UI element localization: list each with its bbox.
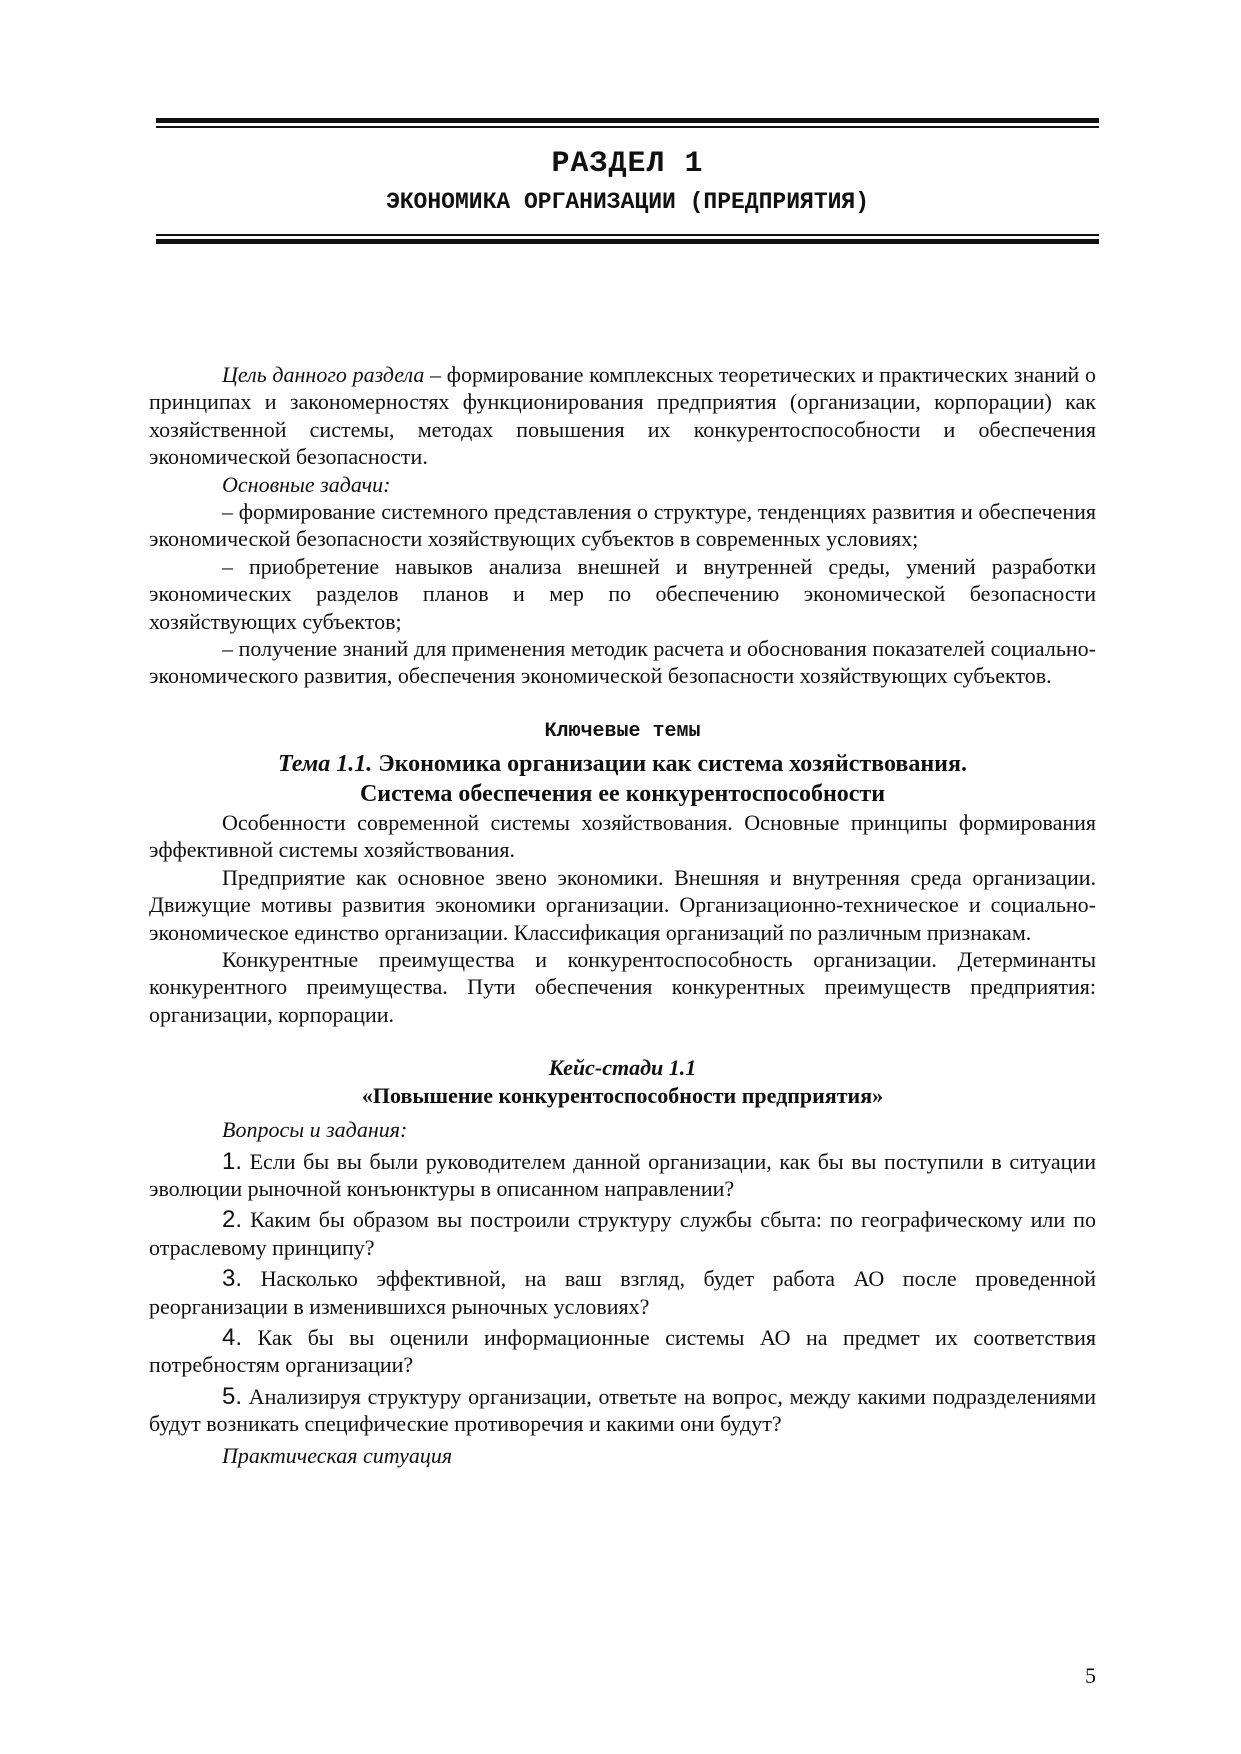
question-number: 5. — [222, 1382, 243, 1410]
spacer — [149, 690, 1096, 718]
tasks-label: Основные задачи: — [222, 471, 391, 497]
question-item — [149, 1148, 1096, 1203]
case-study-label: Кейс-стади 1.1 — [548, 1055, 697, 1081]
topic-title-line1 — [149, 749, 1096, 779]
header-bottom-rule — [156, 234, 1099, 244]
spacer — [149, 1028, 1096, 1054]
tasks-label-paragraph — [149, 471, 1096, 498]
question-text: Насколько эффективной, на ваш взгляд, будет работа АО после проведенной реорганизации в изменившихся рыночных условиях? — [149, 1266, 1096, 1319]
question-text: Каким бы образом вы построили структуру службы сбыта: по географическому или по отраслевому принципу? — [149, 1207, 1096, 1260]
task-item: – приобретение навыков анализа внешней и внутренней среды, умений разработки экономических разделов планов и мер по обеспечению экономической безопасности хозяйствующих субъектов; — [149, 553, 1096, 634]
question-item — [149, 1324, 1096, 1379]
question-item — [149, 1383, 1096, 1438]
task-item: – получение знаний для применения методик расчета и обоснования показателей социально-экономического развития, обеспечения экономической безопасности хозяйствующих субъектов. — [149, 636, 1096, 689]
header-bottom-rule-thick — [156, 239, 1099, 244]
practical-label: Практическая ситуация — [222, 1442, 453, 1468]
header-top-rule — [156, 118, 1099, 128]
case-study-title: «Повышение конкурентоспособности предприятия» — [361, 1083, 884, 1109]
task-item: – формирование системного представления о структуре, тенденциях развития и обеспечения экономической безопасности хозяйствующих субъектов в современных условиях; — [149, 499, 1096, 552]
practical-label-paragraph — [149, 1442, 1096, 1469]
document-body — [149, 361, 1096, 1469]
question-text: Анализируя структуру организации, ответьте на вопрос, между какими подразделениями будут возникать специфические противоречия и какими они будут? — [149, 1383, 1096, 1437]
key-topics-heading: Ключевые темы — [544, 719, 701, 743]
question-number: 1. — [222, 1147, 243, 1175]
question-number: 4. — [222, 1323, 243, 1351]
section-label: РАЗДЕЛ 1 — [551, 147, 704, 181]
question-text: Как бы вы оценили информационные системы АО на предмет их соответствия потребностям организации? — [149, 1324, 1096, 1378]
header-bottom-rule-thin — [156, 234, 1099, 236]
topic-title-text: Экономика организации как система хозяйствования. — [372, 750, 967, 777]
header-top-rule-thin — [156, 126, 1099, 128]
question-number: 2. — [222, 1206, 243, 1234]
header-top-rule-thick — [156, 118, 1099, 123]
topic-title-line2: Система обеспечения ее конкурентоспособности — [359, 780, 886, 807]
question-text: Если бы вы были руководителем данной организации, как бы вы поступили в ситуации эволюции рыночной конъюнктуры в описанном направлении? — [149, 1148, 1096, 1201]
question-number: 3. — [222, 1265, 243, 1293]
questions-label-paragraph — [149, 1116, 1096, 1143]
question-item — [149, 1206, 1096, 1261]
section-title: ЭКОНОМИКА ОРГАНИЗАЦИИ (ПРЕДПРИЯТИЯ) — [385, 189, 870, 215]
page-number: 5 — [1085, 1663, 1096, 1688]
question-item — [149, 1265, 1096, 1320]
topic-paragraph: Предприятие как основное звено экономики. Внешняя и внутренняя среда организации. Движущие мотивы развития экономики организации. Организационно-техническое и социально-экономическое единство организации. Классификация организаций по различным признакам. — [149, 864, 1096, 945]
questions-label: Вопросы и задания: — [222, 1117, 408, 1143]
topic-paragraph: Конкурентные преимущества и конкурентоспособность организации. Детерминанты конкурентного преимущества. Пути обеспечения конкурентных преимуществ предприятия: организации, корпорации. — [149, 946, 1096, 1027]
goal-label: Цель данного раздела — [222, 362, 425, 387]
topic-paragraph: Особенности современной системы хозяйствования. Основные принципы формирования эффективной системы хозяйствования. — [149, 809, 1096, 863]
goal-text: – формирование комплексных теоретических и практических знаний о принципах и закономерностях функционирования предприятия (организации, корпорации) как хозяйственной системы, методах повышения их конкурентоспособности и обеспечения экономической безопасности. — [149, 362, 1096, 470]
goal-paragraph — [149, 361, 1096, 471]
topic-number: Тема 1.1. — [278, 750, 373, 777]
